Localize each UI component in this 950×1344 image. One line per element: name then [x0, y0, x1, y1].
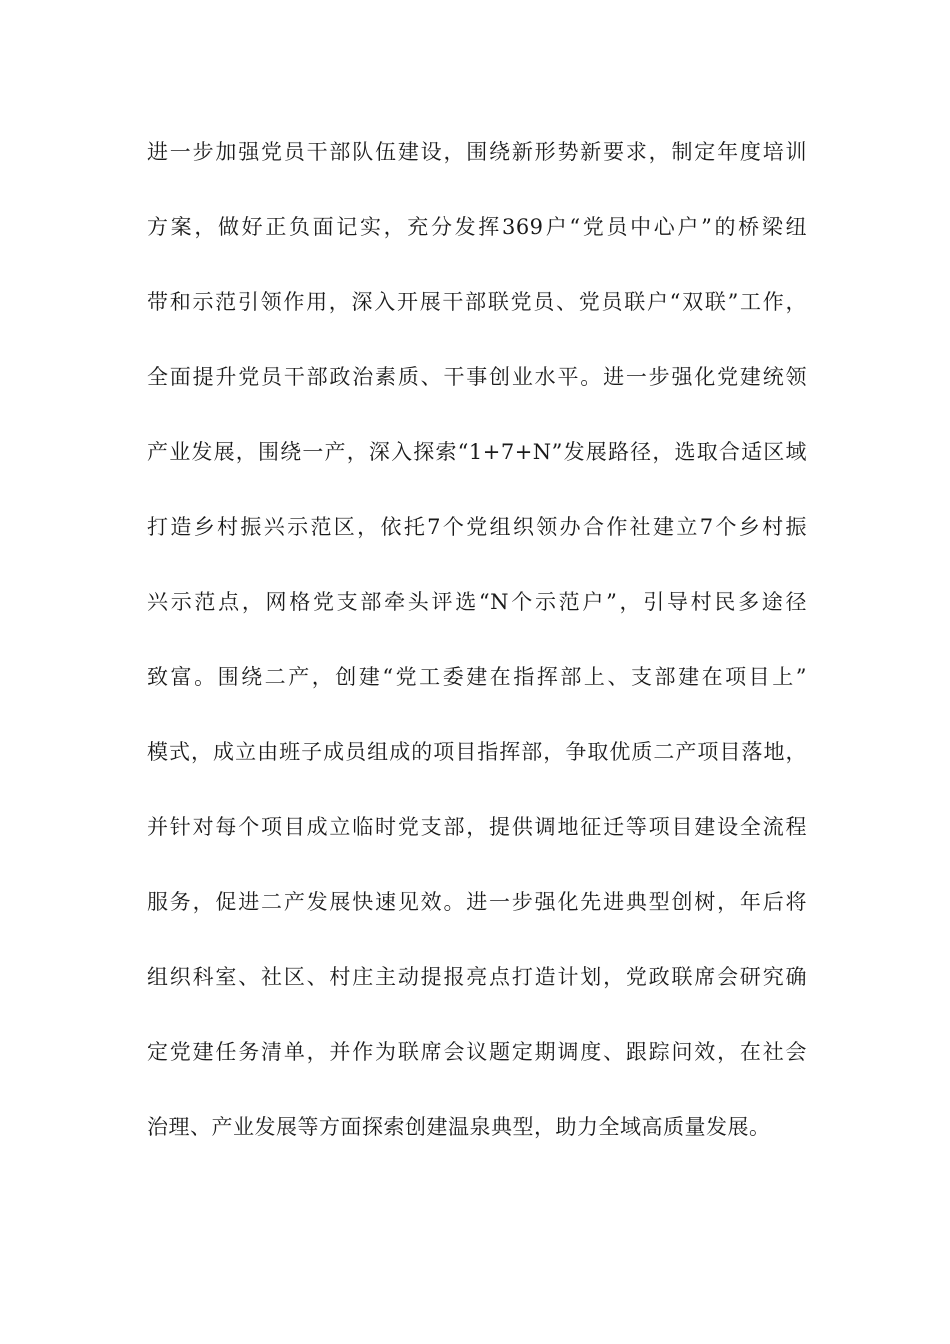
text-line-14: 治理、产业发展等方面探索创建温泉典型，助力全域高质量发展。 — [147, 1115, 771, 1139]
text-line-2: 方案，做好正负面记实，充分发挥369户“党员中心户”的桥梁纽 — [147, 215, 807, 239]
text-line-7: 兴示范点，网格党支部牵头评选“N个示范户”，引导村民多途径 — [147, 590, 807, 614]
text-line-5: 产业发展，围绕一产，深入探索“1+7+N”发展路径，选取合适区域 — [147, 440, 807, 464]
text-line-6: 打造乡村振兴示范区，依托7个党组织领办合作社建立7个乡村振 — [147, 515, 807, 539]
text-line-8: 致富。围绕二产，创建“党工委建在指挥部上、支部建在项目上” — [147, 665, 807, 689]
text-line-1: 进一步加强党员干部队伍建设，围绕新形势新要求，制定年度培训 — [147, 140, 807, 164]
text-line-12: 组织科室、社区、村庄主动提报亮点打造计划，党政联席会研究确 — [147, 965, 807, 989]
text-line-3: 带和示范引领作用，深入开展干部联党员、党员联户“双联”工作， — [147, 290, 807, 314]
body-paragraph — [147, 128, 807, 1178]
text-line-9: 模式，成立由班子成员组成的项目指挥部，争取优质二产项目落地， — [147, 740, 807, 764]
text-line-11: 服务，促进二产发展快速见效。进一步强化先进典型创树，年后将 — [147, 890, 807, 914]
text-line-4: 全面提升党员干部政治素质、干事创业水平。进一步强化党建统领 — [147, 365, 807, 389]
text-line-10: 并针对每个项目成立临时党支部，提供调地征迁等项目建设全流程 — [147, 815, 807, 839]
text-line-13: 定党建任务清单，并作为联席会议题定期调度、跟踪问效，在社会 — [147, 1040, 807, 1064]
